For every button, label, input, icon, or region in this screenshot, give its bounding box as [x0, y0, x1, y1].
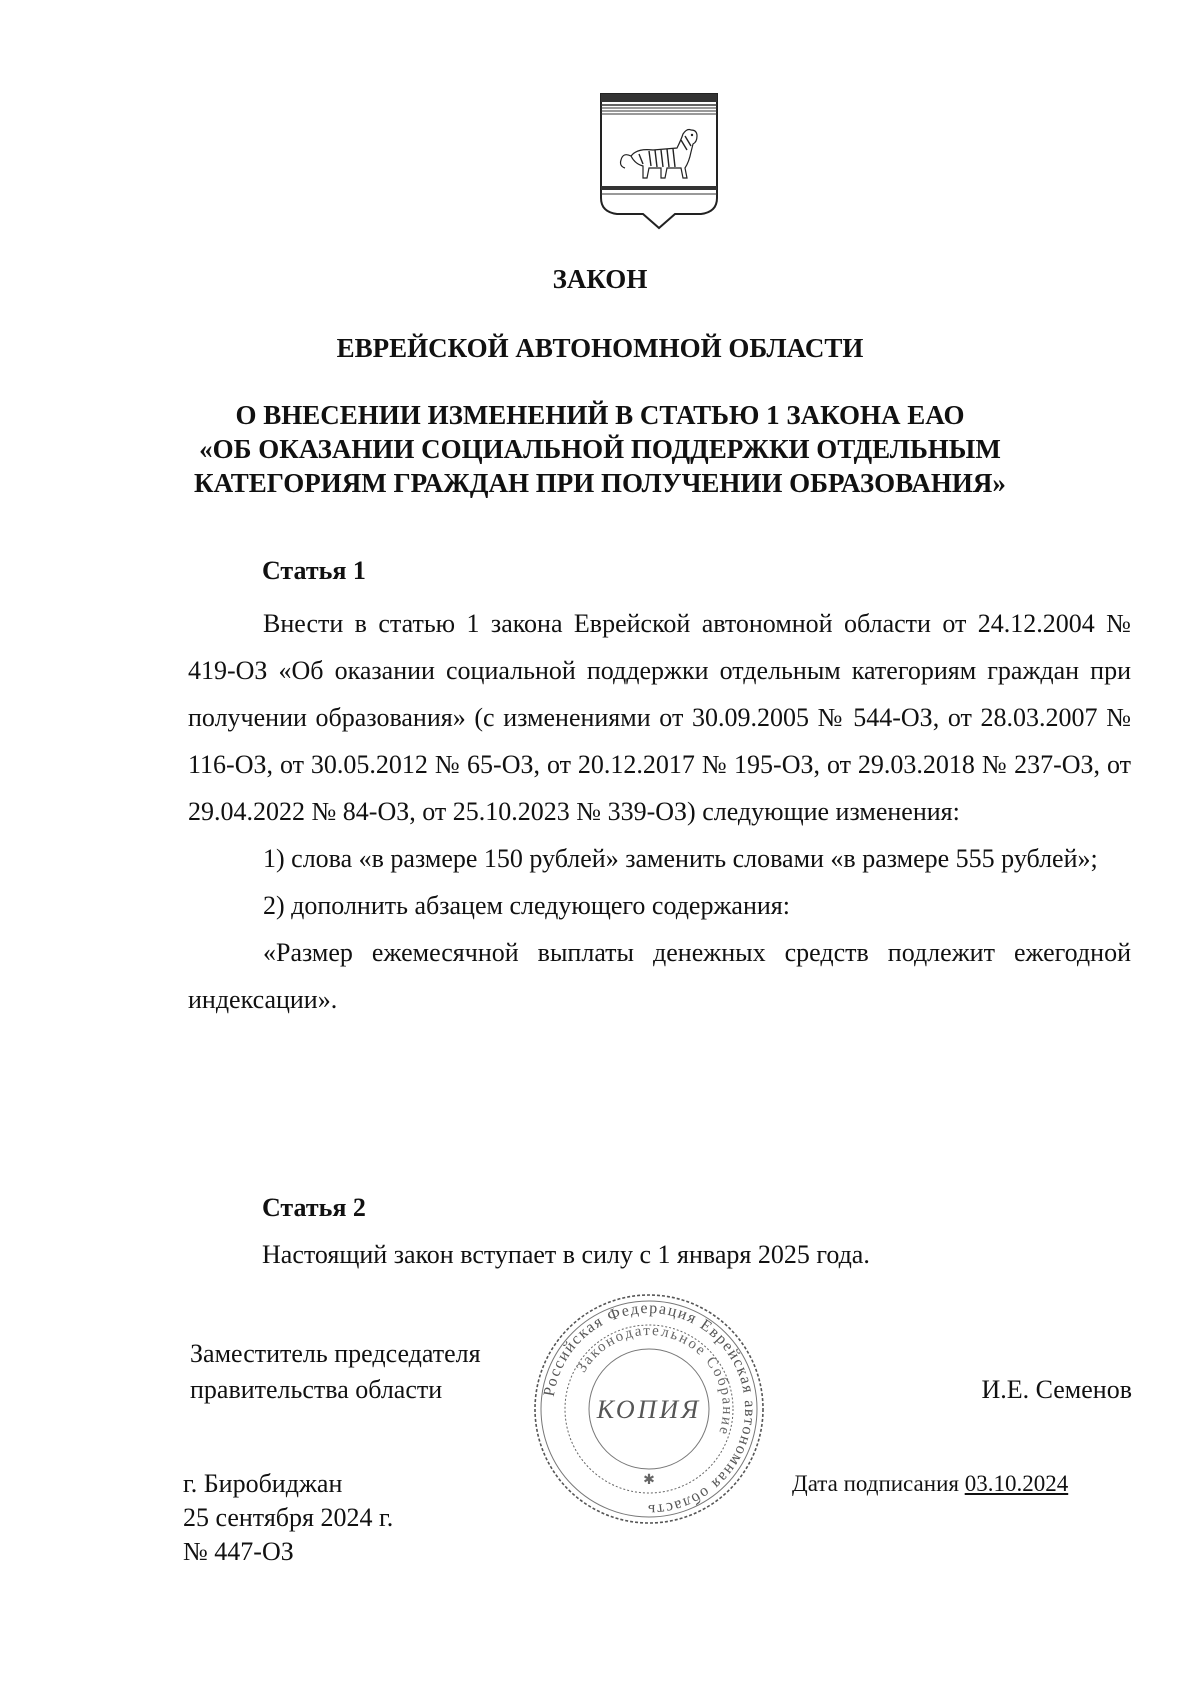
stamp-star-icon: ✱ [643, 1472, 655, 1488]
stamp-inner-text: Законодательное Собрание [573, 1322, 736, 1438]
stamp-center-text: КОПИЯ [596, 1395, 702, 1424]
official-seal-stamp [528, 1288, 770, 1530]
subject-line-1: О ВНЕСЕНИИ ИЗМЕНЕНИЙ В СТАТЬЮ 1 ЗАКОНА ЕАО [235, 400, 965, 430]
signing-date-value: 03.10.2024 [964, 1471, 1069, 1496]
stamp-outer-text: Российская Федерация Еврейская автономная область [540, 1299, 759, 1519]
signing-date-field [792, 1467, 1068, 1501]
signatory-position-line-2: правительства области [190, 1375, 443, 1404]
article-1-intro: Внести в статью 1 закона Еврейской автономной области от 24.12.2004 № 419-ОЗ «Об оказании социальной поддержки отдельным категориям граждан при получении образования» (с изменениями от 30.09.2005 № 544-ОЗ, от 28.03.2007 № 116-ОЗ, от 30.05.2012 № 65-ОЗ, от 20.12.2017 № 195-ОЗ, от 29.03.2018 № 237-ОЗ, от 29.04.2022 № 84-ОЗ, от 25.10.2023 № 339-ОЗ) следующие изменения: [188, 609, 1131, 826]
signatory-position-line-1: Заместитель председателя [190, 1339, 481, 1368]
article-1-body [188, 600, 1131, 1023]
signing-date-label: Дата подписания [792, 1471, 959, 1496]
coat-of-arms-emblem [597, 90, 721, 232]
law-number: № 447-ОЗ [183, 1537, 294, 1566]
article-1-item-1: 1) слова «в размере 150 рублей» заменить словами «в размере 555 рублей»; [263, 844, 1098, 873]
signing-city: г. Биробиджан [183, 1469, 343, 1498]
signatory-name: И.Е. Семенов [981, 1375, 1132, 1404]
article-1-item-2: 2) дополнить абзацем следующего содержания: [263, 891, 790, 920]
article-1-heading: Статья 1 [262, 556, 366, 585]
region-title: ЕВРЕЙСКОЙ АВТОНОМНОЙ ОБЛАСТИ [336, 333, 864, 363]
law-subject-title [0, 398, 1200, 500]
article-2-heading: Статья 2 [262, 1193, 366, 1222]
document-type-title: ЗАКОН [552, 264, 648, 294]
subject-line-3: КАТЕГОРИЯМ ГРАЖДАН ПРИ ПОЛУЧЕНИИ ОБРАЗОВАНИЯ» [194, 468, 1006, 498]
subject-line-2: «ОБ ОКАЗАНИИ СОЦИАЛЬНОЙ ПОДДЕРЖКИ ОТДЕЛЬНЫМ [199, 434, 1001, 464]
article-2-text: Настоящий закон вступает в силу с 1 января 2025 года. [262, 1240, 870, 1269]
law-adoption-date: 25 сентября 2024 г. [183, 1503, 394, 1532]
article-1-quote: «Размер ежемесячной выплаты денежных средств подлежит ежегодной индексации». [188, 938, 1131, 1014]
